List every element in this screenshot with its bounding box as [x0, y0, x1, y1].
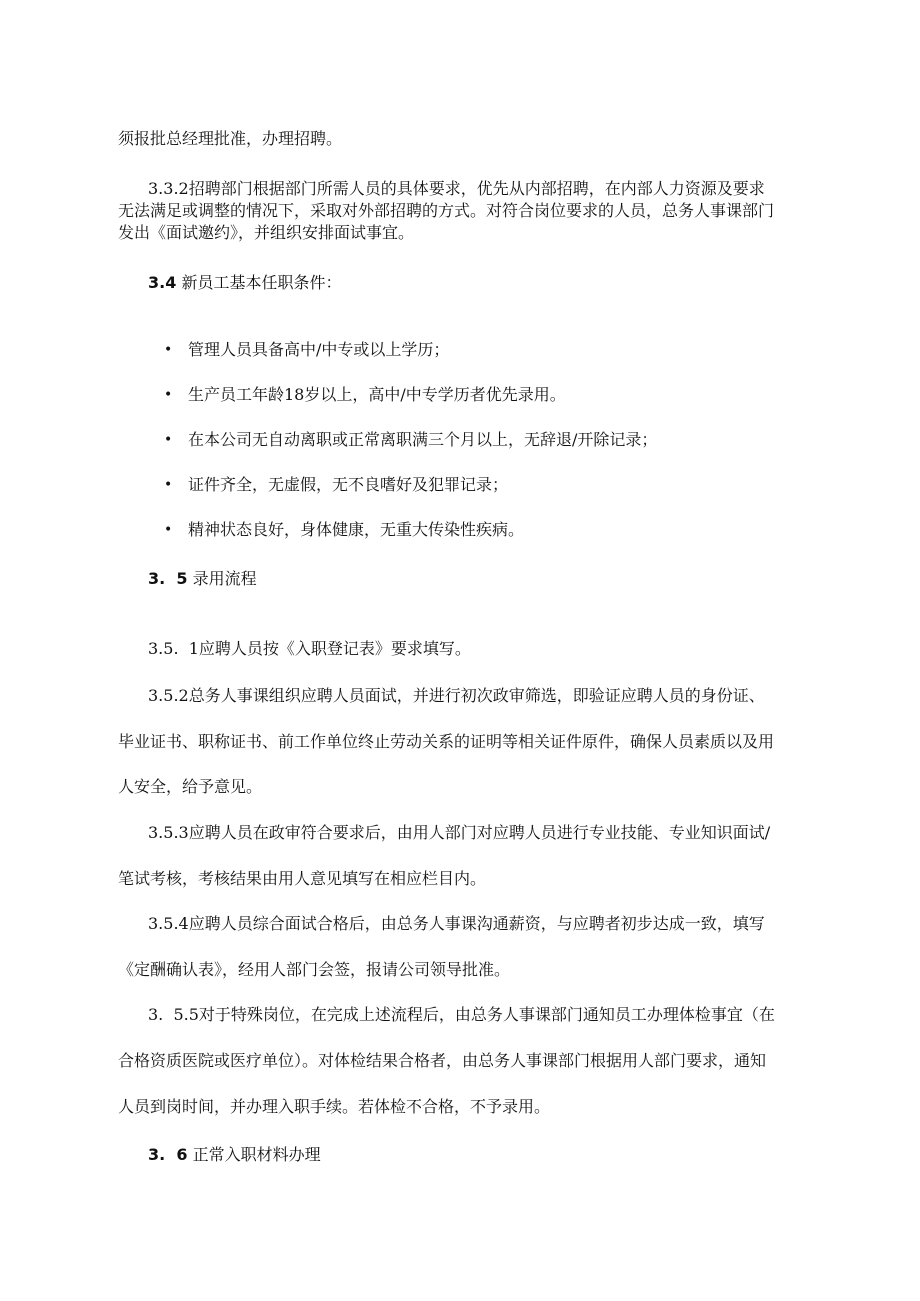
paragraph-line: 《定酬确认表》，经用人部门会签，报请公司领导批准。: [118, 960, 511, 979]
section-number: 3.4: [148, 273, 177, 292]
section-number: 3. 6: [148, 1145, 188, 1164]
section-title: 正常入职材料办理: [192, 1145, 321, 1164]
bullet-icon: •: [164, 387, 173, 403]
paragraph-line: 3.5.3应聘人员在政审符合要求后，由用人部门对应聘人员进行专业技能、专业知识面试/: [148, 823, 771, 842]
section-heading-3-4: [148, 272, 341, 294]
paragraph-line: 人员到岗时间，并办理入职手续。若体检不合格，不予录用。: [118, 1097, 551, 1116]
paragraph-line: 3.5.4应聘人员综合面试合格后，由总务人事课沟通薪资，与应聘者初步达成一致，填写: [148, 914, 765, 933]
list-item: 精神状态良好，身体健康，无重大传染性疾病。: [188, 520, 525, 539]
paragraph-line: 人安全，给予意见。: [118, 777, 263, 796]
paragraph-line: 笔试考核，考核结果由用人意见填写在相应栏目内。: [118, 869, 487, 888]
section-title: 新员工基本任职条件：: [181, 273, 342, 292]
paragraph-line: 3. 5.5对于特殊岗位，在完成上述流程后，由总务人事课部门通知员工办理体检事宜（在: [148, 1005, 775, 1024]
paragraph-line: 3.5. 1应聘人员按《入职登记表》要求填写。: [148, 639, 471, 658]
paragraph-line: 发出《面试邀约》，并组织安排面试事宜。: [118, 223, 415, 242]
paragraph-line: 合格资质医院或医疗单位）。对体检结果合格者，由总务人事课部门根据用人部门要求，通知: [118, 1051, 767, 1070]
paragraph-line: 3.3.2招聘部门根据部门所需人员的具体要求，优先从内部招聘，在内部人力资源及要求: [148, 179, 765, 198]
section-title: 录用流程: [192, 569, 257, 588]
bullet-icon: •: [164, 477, 173, 493]
section-heading-3-5: [148, 568, 257, 590]
bullet-icon: •: [164, 432, 173, 448]
paragraph-line: 毕业证书、职称证书、前工作单位终止劳动关系的证明等相关证件原件，确保人员素质以及用: [118, 732, 775, 751]
section-number: 3. 5: [148, 569, 188, 588]
list-item: 生产员工年龄18岁以上，高中/中专学历者优先录用。: [188, 385, 566, 404]
paragraph-line: 无法满足或调整的情况下，采取对外部招聘的方式。对符合岗位要求的人员，总务人事课部门: [118, 201, 775, 220]
list-item: 在本公司无自动离职或正常离职满三个月以上，无辞退/开除记录；: [188, 430, 658, 449]
list-item: 证件齐全，无虚假，无不良嗜好及犯罪记录；: [188, 475, 509, 494]
bullet-icon: •: [164, 522, 173, 538]
list-item: 管理人员具备高中/中专或以上学历；: [188, 340, 450, 359]
section-heading-3-6: [148, 1144, 321, 1166]
bullet-icon: •: [164, 342, 173, 358]
paragraph-line: 3.5.2总务人事课组织应聘人员面试，并进行初次政审筛选，即验证应聘人员的身份证、: [148, 686, 765, 705]
paragraph-line: 须报批总经理批准，办理招聘。: [118, 129, 343, 148]
